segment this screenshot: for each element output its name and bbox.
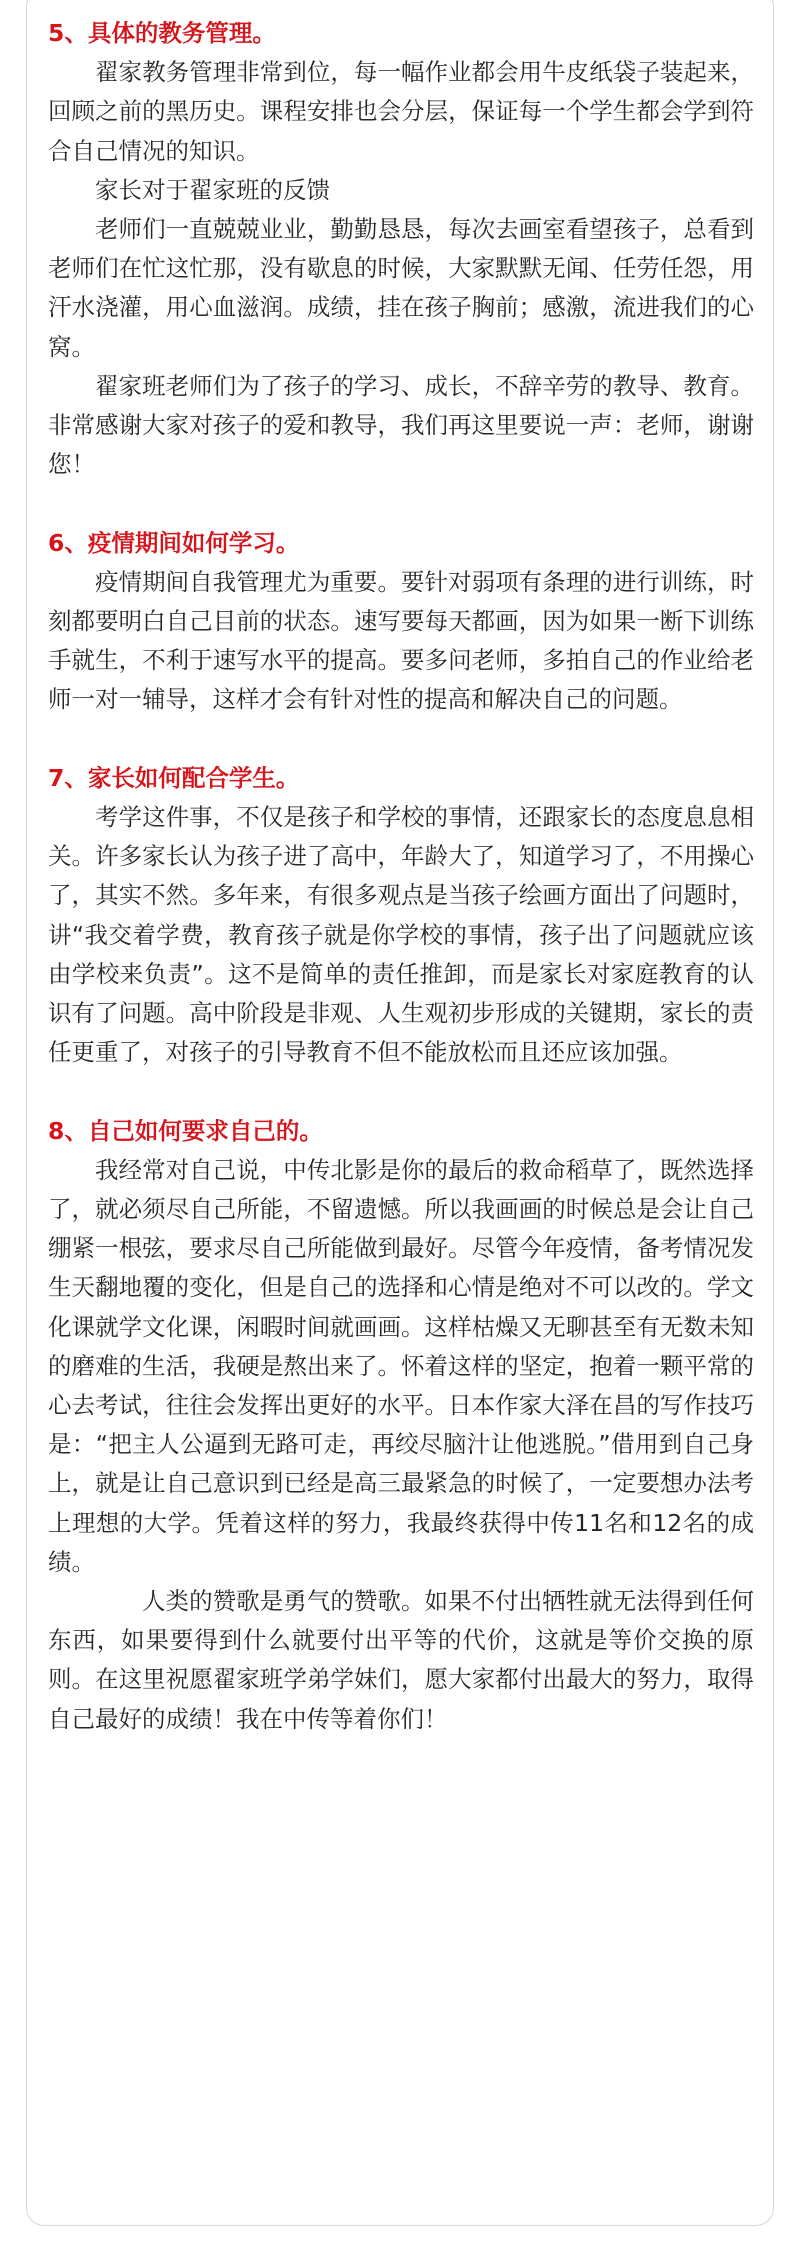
section-spacer	[48, 484, 754, 523]
paragraph: 人类的赞歌是勇气的赞歌。如果不付出牺牲就无法得到任何东西，如果要得到什么就要付出平等的代价，这就是等价交换的原则。在这里祝愿翟家班学弟学妹们，愿大家都付出最大的努力，取得自己最好的成绩！我在中传等着你们！	[48, 1587, 754, 1733]
paragraph: 老师们一直兢兢业业，勤勤恳恳，每次去画室看望孩子，总看到老师们在忙这忙那，没有歇息的时候，大家默默无闻、任劳任怨，用汗水浇灌，用心血滋润。成绩，挂在孩子胸前；感激，流进我们的心窝。	[48, 215, 754, 361]
section-heading: 6、疫情期间如何学习。	[48, 528, 300, 557]
section-spacer	[48, 720, 754, 759]
article-content	[48, 14, 754, 1739]
section-heading: 5、具体的教务管理。	[48, 19, 276, 47]
section-spacer	[48, 1072, 754, 1111]
section-heading: 8、自己如何要求自己的。	[48, 1116, 323, 1145]
paragraph: 考学这件事，不仅是孩子和学校的事情，还跟家长的态度息息相关。许多家长认为孩子进了高中，年龄大了，知道学习了，不用操心了，其实不然。多年来，有很多观点是当孩子绘画方面出了问题时，讲“我交着学费，教育孩子就是你学校的事情，孩子出了问题就应该由学校来负责”。这不是简单的责任推卸，而是家长对家庭教育的认识有了问题。高中阶段是非观、人生观初步形成的关键期，家长的责任更重了，对孩子的引导教育不但不能放松而且还应该加强。	[48, 803, 754, 1067]
section-5-academic-management	[48, 14, 754, 484]
paragraph: 翟家班老师们为了孩子的学习、成长，不辞辛劳的教导、教育。非常感谢大家对孩子的爱和教导，我们再这里要说一声：老师，谢谢您！	[48, 371, 754, 479]
paragraph: 翟家教务管理非常到位，每一幅作业都会用牛皮纸袋子装起来，回顾之前的黑历史。课程安排也会分层，保证每一个学生都会学到符合自己情况的知识。	[48, 58, 754, 165]
section-7-parent-support	[48, 759, 754, 1073]
section-8-self-discipline	[48, 1112, 754, 1739]
section-heading: 7、家长如何配合学生。	[48, 763, 300, 792]
paragraph: 疫情期间自我管理尤为重要。要针对弱项有条理的进行训练，时刻都要明白自己目前的状态。速写要每天都画，因为如果一断下训练手就生，不利于速写水平的提高。要多问老师，多拍自己的作业给老师一对一辅导，这样才会有针对性的提高和解决自己的问题。	[48, 567, 754, 714]
paragraph: 家长对于翟家班的反馈	[95, 175, 330, 204]
section-6-pandemic-study	[48, 524, 754, 720]
paragraph: 我经常对自己说，中传北影是你的最后的救命稻草了，既然选择了，就必须尽自己所能，不留遗憾。所以我画画的时候总是会让自己绷紧一根弦，要求尽自己所能做到最好。尽管今年疫情，备考情况发生天翻地覆的变化，但是自己的选择和心情是绝对不可以改的。学文化课就学文化课，闲暇时间就画画。这样枯燥又无聊甚至有无数未知的磨难的生活，我硬是熬出来了。怀着这样的坚定，抱着一颗平常的心去考试，往往会发挥出更好的水平。日本作家大泽在昌的写作技巧是：“把主人公逼到无路可走，再绞尽脑汁让他逃脱。”借用到自己身上，就是让自己意识到已经是高三最紧急的时候了，一定要想办法考上理想的大学。凭着这样的努力，我最终获得中传11名和12名的成绩。	[48, 1155, 754, 1576]
